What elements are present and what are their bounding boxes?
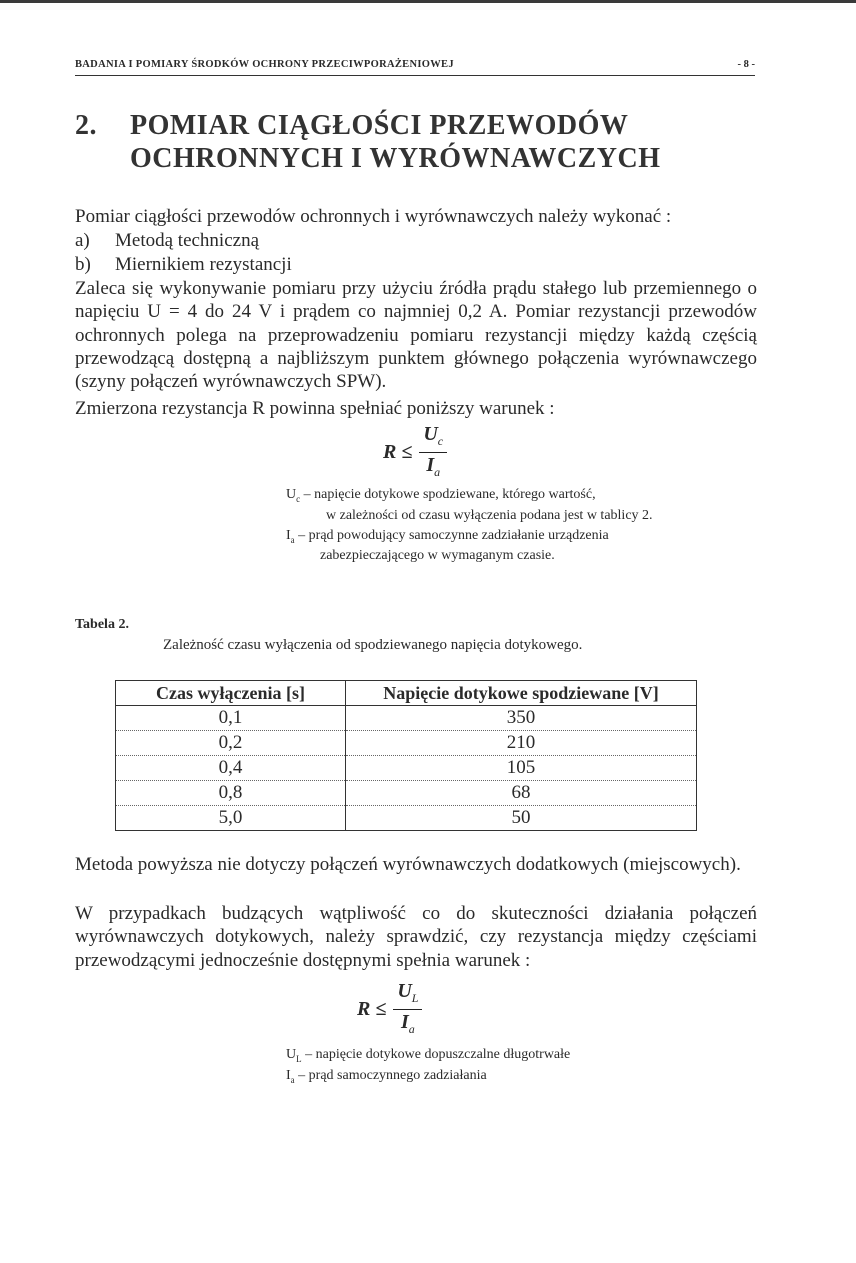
table-row bbox=[116, 756, 697, 781]
formula-lhs: R ≤ bbox=[383, 441, 413, 464]
paragraph-measurement: Zaleca się wykonywanie pomiaru przy użyciu źródła prądu stałego lub przemiennego o napięciu U = 4 do 24 V i prądem co najmniej 0,2 A. Pomiar rezystancji przewodów ochronnych polega na przeprowadzeniu pomiaru rezystancji między każdą częścią przewodzącą dostępną a najbliższym punktem głównego połączenia wyrównawczego (szyny połączeń wyrównawczych SPW). bbox=[75, 278, 757, 393]
method-item-a bbox=[75, 229, 259, 252]
scan-top-edge bbox=[0, 0, 856, 3]
page-number: - 8 - bbox=[737, 59, 755, 70]
method-label: b) bbox=[75, 254, 91, 275]
note-ul: $U_L$ – napięcie dotykowe dopuszczalne długotrwałe bbox=[286, 1047, 571, 1064]
method-label: a) bbox=[75, 230, 90, 251]
paragraph-exception: Metoda powyższa nie dotyczy połączeń wyrównawczych dodatkowych (miejscowych). bbox=[75, 854, 741, 875]
cell-time: 0,4 bbox=[116, 756, 346, 781]
paragraph-condition: Zmierzona rezystancja R powinna spełniać poniższy warunek : bbox=[75, 398, 555, 419]
chapter-title-line2: OCHRONNYCH I WYRÓWNAWCZYCH bbox=[130, 143, 661, 174]
table-row bbox=[116, 731, 697, 756]
column-header-time: Czas wyłączenia [s] bbox=[116, 681, 346, 706]
table-row bbox=[116, 806, 697, 831]
formula-numerator-sub: L bbox=[411, 991, 419, 1005]
method-text: Miernikiem rezystancji bbox=[115, 254, 292, 275]
table-label: Tabela 2. bbox=[75, 617, 129, 632]
disconnection-time-table bbox=[115, 680, 697, 831]
header-title: BADANIA I POMIARY ŚRODKÓW OCHRONY PRZECIWPORAŻENIOWEJ bbox=[75, 59, 454, 70]
cell-time: 0,2 bbox=[116, 731, 346, 756]
column-header-voltage: Napięcie dotykowe spodziewane [V] bbox=[346, 681, 697, 706]
formula-rl bbox=[357, 980, 422, 1041]
table-header-row bbox=[116, 681, 697, 706]
intro-text: Pomiar ciągłości przewodów ochronnych i wyrównawczych należy wykonać : bbox=[75, 206, 672, 227]
method-text: Metodą techniczną bbox=[115, 230, 260, 251]
note-ia: $I_a$ – prąd powodujący samoczynne zadziałanie urządzenia bbox=[286, 528, 609, 545]
cell-time: 5,0 bbox=[116, 806, 346, 831]
formula-lhs: R ≤ bbox=[357, 998, 387, 1021]
method-item-b bbox=[75, 253, 292, 276]
cell-time: 0,8 bbox=[116, 781, 346, 806]
cell-voltage: 105 bbox=[346, 756, 697, 781]
note-uc-cont: w zależności od czasu wyłączenia podana jest w tablicy 2. bbox=[326, 508, 653, 523]
formula-fraction bbox=[393, 980, 422, 1041]
formula-denominator: I bbox=[401, 1011, 409, 1033]
paragraph-doubt: W przypadkach budzących wątpliwość co do skuteczności działania połączeń wyrównawczych dotykowych, należy sprawdzić, czy rezystancja między częściami przewodzącymi jednocześnie dostępnymi spełnia warunek : bbox=[75, 903, 757, 971]
formula-rc bbox=[383, 423, 447, 484]
cell-time: 0,1 bbox=[116, 706, 346, 731]
formula-numerator: U bbox=[397, 980, 412, 1002]
note-ia-cont: zabezpieczającego w wymaganym czasie. bbox=[320, 548, 555, 563]
formula-denominator-sub: a bbox=[434, 465, 441, 479]
note-ia2: $I_a$ – prąd samoczynnego zadziałania bbox=[286, 1068, 487, 1085]
chapter-title-line1: POMIAR CIĄGŁOŚCI PRZEWODÓW bbox=[130, 110, 629, 141]
cell-voltage: 350 bbox=[346, 706, 697, 731]
table-row bbox=[116, 706, 697, 731]
table-caption: Zależność czasu wyłączenia od spodziewanego napięcia dotykowego. bbox=[163, 637, 583, 653]
formula-fraction bbox=[419, 423, 447, 484]
chapter-number: 2. bbox=[75, 110, 97, 141]
cell-voltage: 210 bbox=[346, 731, 697, 756]
cell-voltage: 68 bbox=[346, 781, 697, 806]
formula-numerator-sub: c bbox=[437, 434, 444, 448]
table-row bbox=[116, 781, 697, 806]
note-uc: $U_c$ – napięcie dotykowe spodziewane, którego wartość, bbox=[286, 487, 596, 504]
formula-denominator: I bbox=[426, 454, 435, 476]
formula-numerator: U bbox=[423, 423, 438, 445]
cell-voltage: 50 bbox=[346, 806, 697, 831]
formula-denominator-sub: a bbox=[408, 1022, 415, 1036]
running-header bbox=[75, 55, 755, 76]
